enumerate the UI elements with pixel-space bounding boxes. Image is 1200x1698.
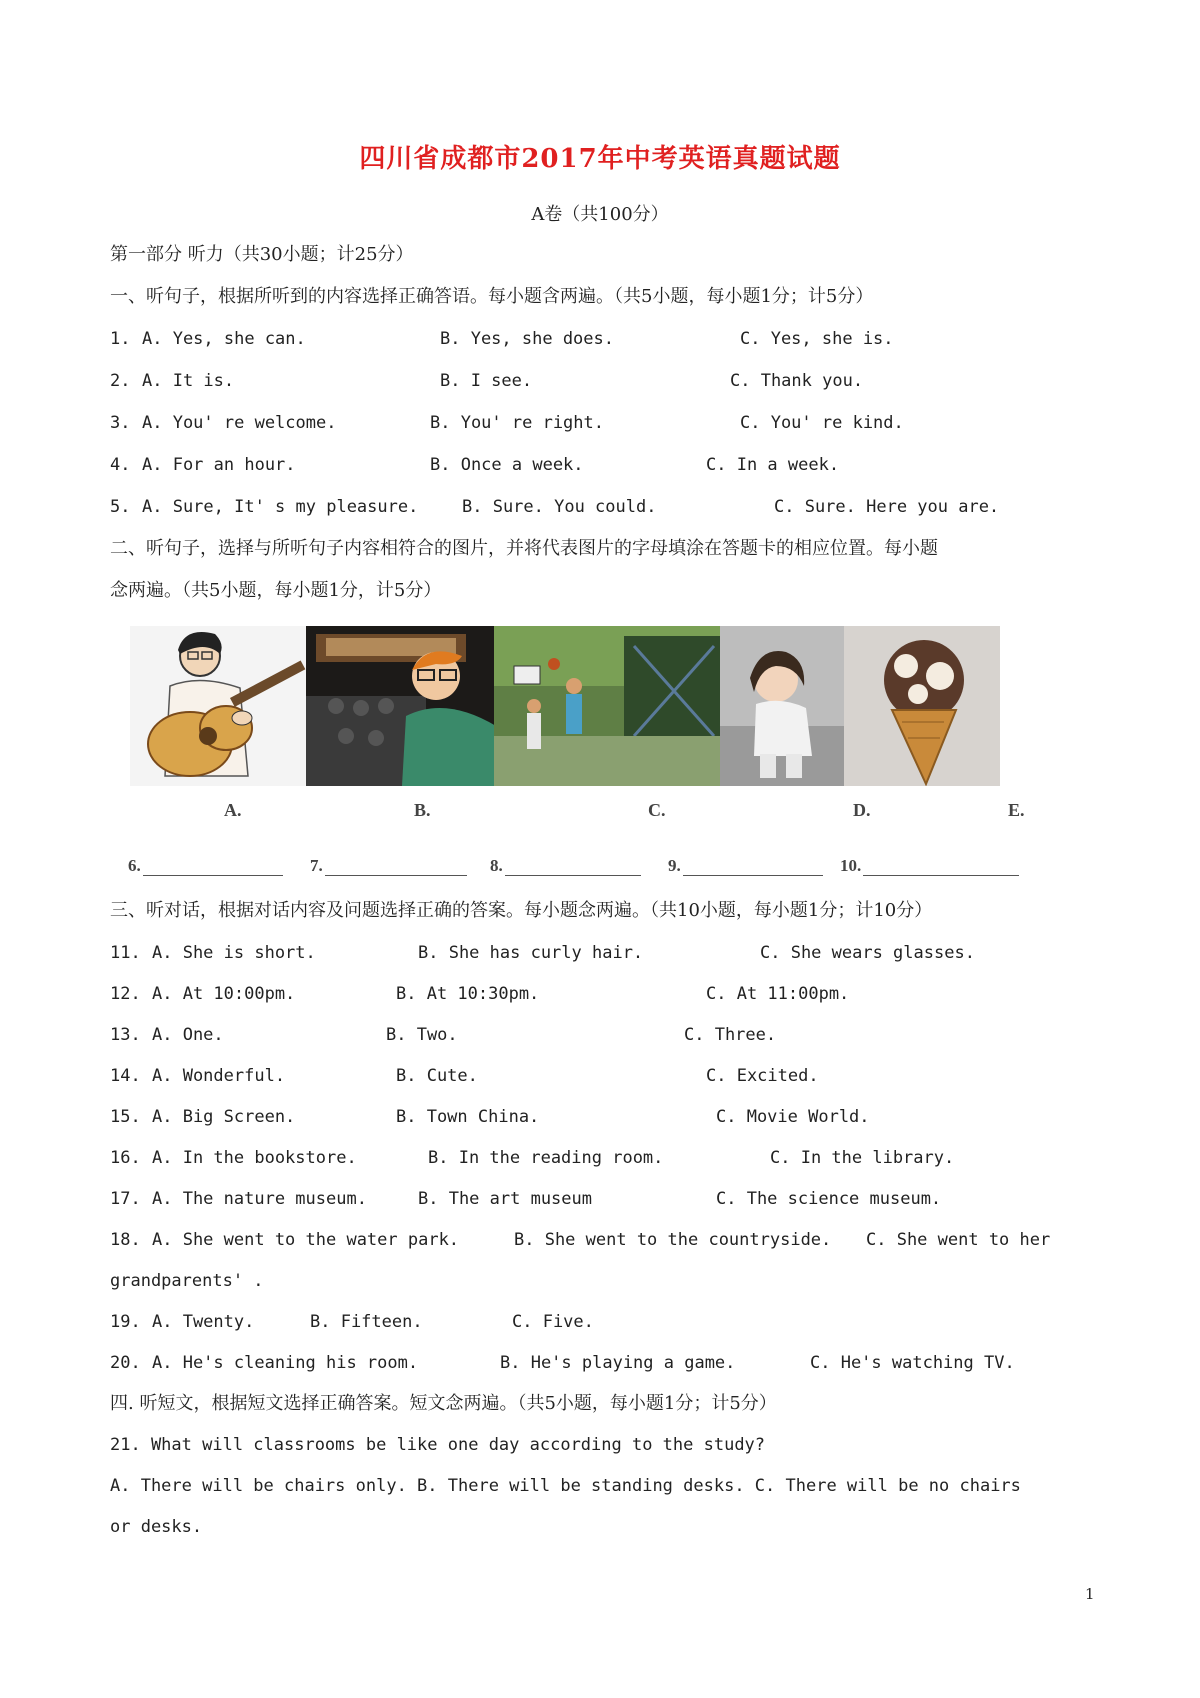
question-5: [110, 494, 1000, 520]
option-a: A. She is short.: [152, 943, 316, 963]
answer-blank-7[interactable]: [310, 856, 467, 876]
option-b: B. She went to the countryside.: [514, 1230, 832, 1250]
question-13: [110, 1022, 777, 1048]
option-c: C. The science museum.: [716, 1189, 942, 1209]
option-c: C. Sure. Here you are.: [774, 497, 1000, 517]
option-b: B. The art museum: [418, 1189, 592, 1209]
question-15: [110, 1104, 870, 1130]
blank-number: 7.: [310, 856, 323, 875]
option-a: A. In the bookstore.: [152, 1148, 357, 1168]
picture-caption-e: E.: [1008, 800, 1025, 820]
section2-heading-line2: 念两遍。（共5小题，每小题1分，计5分）: [110, 580, 442, 601]
option-b: B. At 10:30pm.: [396, 984, 540, 1004]
option-a: A. For an hour.: [142, 455, 296, 475]
answer-blank-9[interactable]: [668, 856, 823, 876]
option-b: B. Cute.: [396, 1066, 478, 1086]
question-number: 16.: [110, 1148, 141, 1168]
page-title: 四川省成都市2017年中考英语真题试题: [359, 144, 841, 174]
picture-caption-a: A.: [224, 800, 242, 820]
blank-number: 6.: [128, 856, 141, 875]
option-c: C. Movie World.: [716, 1107, 870, 1127]
question-number: 13.: [110, 1025, 141, 1045]
option-b: B. He's playing a game.: [500, 1353, 736, 1373]
basketball-picture: [494, 626, 720, 786]
cinema-audience-picture: [306, 626, 502, 786]
question-number: 4.: [110, 455, 131, 475]
page-subtitle: A卷（共100分）: [531, 204, 669, 225]
option-c: C. Five.: [512, 1312, 594, 1332]
guitar-player-picture: [130, 626, 320, 786]
question-3: [110, 410, 904, 436]
question-number: 11.: [110, 943, 141, 963]
option-a: A. He's cleaning his room.: [152, 1353, 419, 1373]
option-b: B. You' re right.: [430, 413, 604, 433]
option-a: A. Yes, she can.: [142, 329, 306, 349]
option-b: B. Once a week.: [430, 455, 584, 475]
option-c: C. In the library.: [770, 1148, 955, 1168]
question-4: [110, 452, 840, 478]
option-b: B. She has curly hair.: [418, 943, 644, 963]
option-a: A. She went to the water park.: [152, 1230, 460, 1250]
picture-strip: [120, 612, 1100, 882]
question-11: [110, 940, 975, 966]
option-a: A. It is.: [142, 371, 235, 391]
option-c: C. In a week.: [706, 455, 840, 475]
option-b: B. Yes, she does.: [440, 329, 614, 349]
option-a: A. At 10:00pm.: [152, 984, 296, 1004]
question-14: [110, 1063, 819, 1089]
question-number: 3.: [110, 413, 131, 433]
option-b: B. In the reading room.: [428, 1148, 664, 1168]
option-c: C. At 11:00pm.: [706, 984, 850, 1004]
question-1: [110, 326, 894, 352]
answer-blank-6[interactable]: [128, 856, 283, 876]
option-a: A. Twenty.: [152, 1312, 255, 1332]
question-21: 21. What will classrooms be like one day according to the study?: [110, 1435, 766, 1455]
question-number: 5.: [110, 497, 131, 517]
option-b: B. Two.: [386, 1025, 458, 1045]
option-c: C. You' re kind.: [740, 413, 904, 433]
option-a: A. You' re welcome.: [142, 413, 337, 433]
option-b: B. Town China.: [396, 1107, 540, 1127]
picture-caption-d: D.: [853, 800, 871, 820]
question-number: 20.: [110, 1353, 141, 1373]
ice-cream-picture: [844, 626, 1000, 786]
question-number: 18.: [110, 1230, 141, 1250]
option-c: C. Thank you.: [730, 371, 864, 391]
question-number: 12.: [110, 984, 141, 1004]
question-number: 14.: [110, 1066, 141, 1086]
section4-heading: 四. 听短文，根据短文选择正确答案。短文念两遍。（共5小题，每小题1分；计5分）: [110, 1393, 777, 1414]
option-b: B. I see.: [440, 371, 533, 391]
option-c: C. She wears glasses.: [760, 943, 975, 963]
option-c: C. He's watching TV.: [810, 1353, 1015, 1373]
part1-heading: 第一部分 听力（共30小题；计25分）: [110, 244, 414, 265]
page-number: 1: [1085, 1585, 1095, 1603]
answer-blank-8[interactable]: [490, 856, 641, 876]
option-a: A. One.: [152, 1025, 224, 1045]
picture-caption-b: B.: [414, 800, 431, 820]
option-c: C. Three.: [684, 1025, 777, 1045]
question-number: 19.: [110, 1312, 141, 1332]
blank-number: 8.: [490, 856, 503, 875]
question-number: 15.: [110, 1107, 141, 1127]
answer-blank-10[interactable]: [840, 856, 1019, 876]
picture-caption-c: C.: [648, 800, 666, 820]
question-number: 2.: [110, 371, 131, 391]
question-16: [110, 1145, 955, 1171]
question-20: [110, 1350, 1015, 1376]
question-17: [110, 1186, 942, 1212]
question-12: [110, 981, 850, 1007]
option-a: A. Wonderful.: [152, 1066, 286, 1086]
question-21-continuation: or desks.: [110, 1517, 203, 1537]
section2-heading-line1: 二、听句子，选择与所听句子内容相符合的图片，并将代表图片的字母填涂在答题卡的相应位置。每小题: [110, 538, 938, 559]
option-c: C. Excited.: [706, 1066, 819, 1086]
question-18-continuation: grandparents' .: [110, 1271, 264, 1291]
question-21-options: A. There will be chairs only. B. There will be standing desks. C. There will be no chairs: [110, 1476, 1021, 1496]
option-c: C. She went to her: [866, 1230, 1051, 1250]
option-b: B. Sure. You could.: [462, 497, 657, 517]
section3-heading: 三、听对话，根据对话内容及问题选择正确的答案。每小题念两遍。（共10小题，每小题1分；计10分）: [110, 900, 933, 921]
blank-number: 9.: [668, 856, 681, 875]
blank-number: 10.: [840, 856, 862, 875]
question-19: [110, 1309, 594, 1335]
girl-picture: [720, 626, 844, 786]
question-2: [110, 368, 864, 394]
question-18: [110, 1227, 1051, 1253]
option-a: A. Sure, It' s my pleasure.: [142, 497, 419, 517]
section1-heading: 一、听句子，根据所听到的内容选择正确答语。每小题含两遍。（共5小题，每小题1分；计5分）: [110, 286, 874, 307]
option-c: C. Yes, she is.: [740, 329, 894, 349]
question-number: 1.: [110, 329, 131, 349]
option-a: A. Big Screen.: [152, 1107, 296, 1127]
question-number: 17.: [110, 1189, 141, 1209]
option-b: B. Fifteen.: [310, 1312, 423, 1332]
option-a: A. The nature museum.: [152, 1189, 367, 1209]
